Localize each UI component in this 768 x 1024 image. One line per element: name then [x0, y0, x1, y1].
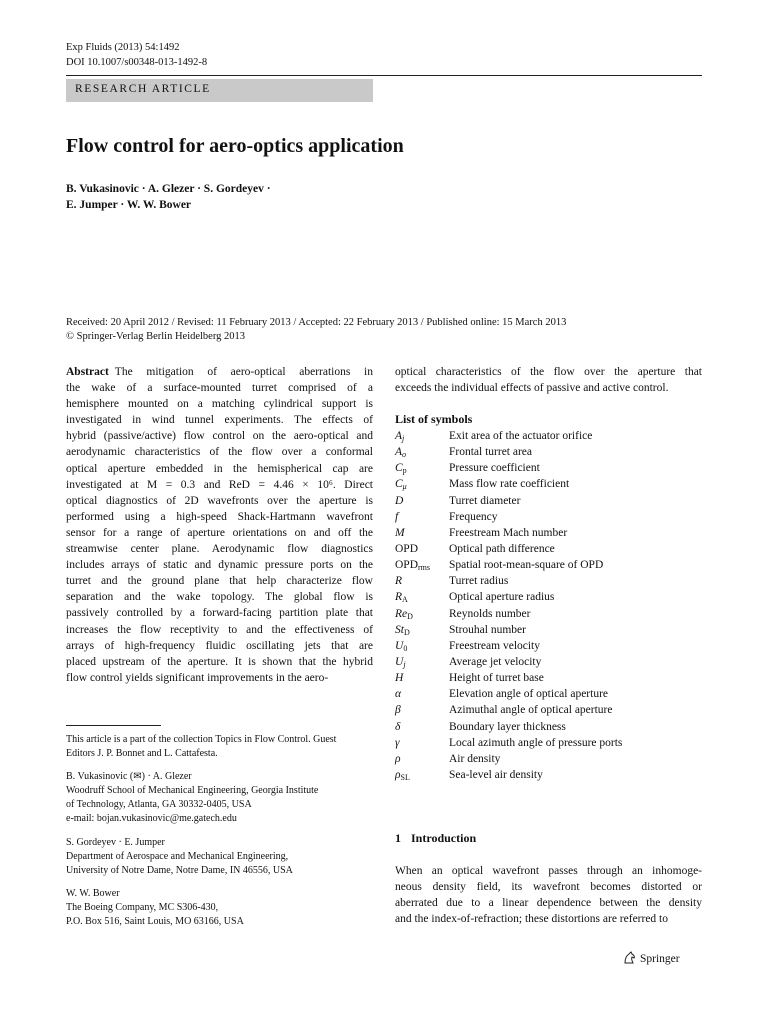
symbol-description: Freestream Mach number	[449, 526, 568, 539]
symbol	[395, 460, 407, 476]
symbol	[395, 525, 405, 541]
symbol-row	[395, 444, 702, 460]
abstract-line	[66, 605, 373, 621]
abstract-line-text: investigated at M = 0.3 and ReD = 4.46 × 10⁶. Direct	[66, 478, 373, 491]
symbol-description: Turret radius	[449, 575, 509, 588]
affiliation-line: of Technology, Atlanta, GA 30332-0405, USA	[66, 799, 252, 810]
symbol-row	[395, 606, 702, 622]
introduction-line: neous density field, its wavefront becomes distorted or	[395, 881, 702, 894]
affiliation-line: The Boeing Company, MC S306-430,	[66, 902, 219, 913]
symbol-description: Sea-level air density	[449, 768, 543, 781]
symbol-subscript: j	[402, 434, 405, 443]
symbol-main: D	[395, 494, 404, 507]
symbol	[395, 444, 406, 460]
symbol	[395, 670, 403, 686]
abstract-line	[66, 412, 373, 428]
section-heading-introduction	[395, 830, 476, 846]
abstract-line	[66, 444, 373, 460]
symbol-description: Freestream velocity	[449, 639, 541, 652]
abstract-line-text: hemisphere mounted on a matching cylindrical support is	[66, 398, 373, 411]
symbol	[395, 622, 410, 638]
symbol-description: Azimuthal angle of optical aperture	[449, 704, 613, 717]
authors-line-1: B. Vukasinovic · A. Glezer · S. Gordeyev ·	[66, 183, 271, 195]
abstract-line	[66, 589, 373, 605]
footnote-line: This article is a part of the collection Topics in Flow Control. Guest	[66, 734, 337, 745]
symbol	[395, 719, 400, 735]
symbol-main: ρ	[395, 752, 401, 765]
symbol-main: M	[395, 526, 405, 539]
affiliation-line: W. W. Bower	[66, 888, 120, 899]
abstract-line	[66, 428, 373, 444]
symbol	[395, 751, 401, 767]
symbol-main: ρ	[395, 768, 401, 781]
symbol-row	[395, 735, 702, 751]
symbol-subscript: SL	[400, 772, 410, 782]
abstract-line	[66, 364, 373, 380]
abstract-line-text: streamwise center plane. Aerodynamic flow diagnostics	[66, 543, 373, 556]
symbol-main: U	[395, 639, 404, 652]
symbol-row	[395, 670, 702, 686]
symbol	[395, 493, 403, 509]
affiliation-2	[66, 836, 373, 878]
symbol-main: α	[395, 688, 402, 701]
authors-line-2: E. Jumper · W. W. Bower	[66, 199, 192, 211]
abstract-line-text: flow control yields significant improvements in the aero-	[66, 671, 329, 684]
abstract-line	[66, 396, 373, 412]
abstract-line-text: turret and the ground plane that help characterize flow	[66, 575, 373, 588]
symbol	[395, 606, 413, 622]
header-rule	[66, 75, 702, 76]
symbol-row	[395, 719, 702, 735]
abstract-line-text: hybrid (passive/active) flow control on the aero-optical and	[66, 430, 373, 443]
abstract-line-text: performed using a high-speed Shack-Hartmann wavefront	[66, 510, 373, 523]
symbol	[395, 638, 407, 654]
affiliation-line: e-mail: bojan.vukasinovic@me.gatech.edu	[66, 813, 237, 824]
symbol-subscript: 0	[403, 643, 408, 653]
symbol-subscript: D	[407, 611, 413, 621]
symbol-row	[395, 428, 702, 444]
abstract-line-text: placed upstream of the aperture. It is shown that the hybrid	[66, 655, 373, 668]
journal-info	[66, 40, 207, 70]
symbol-subscript: rms	[418, 563, 431, 573]
symbol-subscript: μ	[402, 482, 407, 492]
symbol-subscript: D	[403, 627, 410, 637]
symbol-row	[395, 622, 702, 638]
abstract-line-text: separation and the wake topology. The global flow is	[66, 591, 373, 604]
article-type: RESEARCH ARTICLE	[75, 83, 211, 95]
symbol	[395, 589, 408, 605]
symbol-description: Strouhal number	[449, 623, 526, 636]
abstract-line-text: sensor for a range of aperture orientations on and off the	[66, 526, 373, 539]
symbol-description: Average jet velocity	[449, 655, 542, 668]
symbol-main: C	[395, 478, 403, 491]
symbol-description: Frontal turret area	[449, 446, 533, 459]
introduction-line: aberrated due to a linear dependence between the density	[395, 897, 702, 910]
abstract-line-text: investigated in wind tunnel experiments. The effects of	[66, 414, 373, 427]
affiliation-line: S. Gordeyev · E. Jumper	[66, 837, 165, 848]
symbol-description: Optical path difference	[449, 542, 555, 555]
affiliation-1	[66, 770, 373, 826]
affiliation-line: B. Vukasinovic (✉) · A. Glezer	[66, 771, 192, 782]
symbol	[395, 735, 400, 751]
abstract-line-text: includes arrays of static and dynamic pressure ports on the	[66, 559, 373, 572]
symbol-row	[395, 476, 702, 492]
symbol-main: OPD	[395, 559, 419, 572]
affiliation-3	[66, 887, 373, 929]
abstract-line	[66, 509, 373, 525]
symbols-list	[395, 428, 702, 783]
copyright: © Springer-Verlag Berlin Heidelberg 2013	[66, 331, 246, 342]
symbol-description: Exit area of the actuator orifice	[449, 430, 593, 442]
symbol-row	[395, 493, 702, 509]
abstract-line	[66, 573, 373, 589]
abstract-label: Abstract	[66, 366, 109, 378]
abstract-line	[66, 638, 373, 654]
symbol-row	[395, 541, 702, 557]
abstract-line	[66, 477, 373, 493]
introduction-line: and the index-of-refraction; these distortions are referred to	[395, 913, 669, 926]
abstract-line	[66, 557, 373, 573]
symbol-description: Optical aperture radius	[449, 591, 555, 604]
symbol-main: δ	[395, 720, 401, 733]
symbol-description: Air density	[449, 752, 501, 765]
publication-dates	[66, 316, 706, 344]
symbol	[395, 686, 401, 702]
introduction-text	[395, 863, 702, 927]
symbol-row	[395, 509, 702, 525]
symbol-row	[395, 638, 702, 654]
symbol-description: Turret diameter	[449, 494, 521, 507]
symbol-row	[395, 751, 702, 767]
symbol-main: A	[395, 430, 403, 442]
symbol-main: OPD	[395, 542, 419, 555]
abstract-line	[66, 622, 373, 638]
symbol-main: St	[395, 623, 404, 636]
abstract-line-text: passively controlled by a forward-facing partition plate that	[66, 607, 373, 620]
springer-horse-icon	[623, 951, 636, 964]
abstract-line-text: the wake of a surface-mounted turret comprised of a	[66, 382, 373, 395]
affiliation-line: Woodruff School of Mechanical Engineering, Georgia Institute	[66, 785, 319, 796]
abstract-line-text: optical diagnostics of 2D wavefronts over the aperture is	[66, 494, 373, 507]
symbol-main: γ	[395, 736, 400, 749]
abstract-line	[66, 380, 373, 396]
publisher-name: Springer	[640, 953, 680, 965]
abstract-line	[66, 525, 373, 541]
abstract-continuation	[395, 364, 702, 396]
symbol-row	[395, 460, 702, 476]
symbol-row	[395, 654, 702, 670]
symbol-row	[395, 589, 702, 605]
authors	[66, 181, 466, 213]
doi[interactable]: DOI 10.1007/s00348-013-1492-8	[66, 57, 208, 68]
symbol-description: Height of turret base	[449, 672, 544, 685]
symbol-description: Spatial root-mean-square of OPD	[449, 559, 604, 572]
footnote-line: Editors J. P. Bonnet and L. Cattafesta.	[66, 748, 218, 759]
symbol	[395, 541, 418, 557]
abstract-line-text: The mitigation of aero-optical aberrations in	[114, 366, 373, 378]
symbol-row	[395, 557, 702, 573]
affiliation-line: University of Notre Dame, Notre Dame, IN 46556, USA	[66, 865, 293, 876]
symbol-subscript: o	[402, 450, 407, 460]
symbol-row	[395, 702, 702, 718]
abstract	[66, 364, 373, 686]
symbol	[395, 476, 407, 492]
introduction-line: When an optical wavefront passes through an inhomoge-	[395, 865, 702, 877]
symbol	[395, 767, 410, 783]
symbol-main: H	[395, 672, 404, 685]
symbol	[395, 573, 402, 589]
abstract-continuation-line: exceeds the individual effects of passive and active control.	[395, 382, 669, 395]
symbol-row	[395, 767, 702, 783]
symbol-main: C	[395, 462, 403, 475]
symbol-row	[395, 573, 702, 589]
abstract-line	[66, 670, 373, 686]
symbol	[395, 509, 398, 525]
symbol-description: Reynolds number	[449, 607, 531, 620]
abstract-continuation-line: optical characteristics of the flow over the aperture that	[395, 366, 702, 378]
collection-note	[66, 733, 373, 761]
section-number: 1	[395, 831, 401, 845]
footnote-rule	[66, 725, 161, 726]
abstract-line-text: optical aperture embedded in the hemispherical cap are	[66, 462, 373, 475]
abstract-line	[66, 493, 373, 509]
symbol-subscript: p	[402, 466, 407, 476]
symbol-main: A	[395, 446, 403, 459]
affiliation-line: Department of Aerospace and Mechanical Engineering,	[66, 851, 289, 862]
symbol	[395, 557, 430, 573]
article-title: Flow control for aero-optics application	[66, 135, 404, 157]
article-type-band	[66, 79, 373, 102]
symbol-main: U	[395, 655, 404, 668]
symbol-row	[395, 686, 702, 702]
symbol-main: R	[395, 575, 403, 588]
symbol	[395, 428, 404, 444]
abstract-line	[66, 541, 373, 557]
abstract-line-text: aerodynamic characteristics of the flow over a conformal	[66, 446, 373, 459]
date-history: Received: 20 April 2012 / Revised: 11 February 2013 / Accepted: 22 February 2013 / Published online: 15 March 2013	[66, 317, 567, 328]
symbol-row	[395, 525, 702, 541]
symbol-subscript: j	[403, 659, 406, 669]
symbol-description: Frequency	[449, 510, 498, 523]
symbols-heading: List of symbols	[395, 412, 473, 426]
abstract-line-text: arrays of high-frequency fluidic oscillating jets that are	[66, 639, 373, 652]
symbol-description: Boundary layer thickness	[449, 720, 566, 733]
section-title: Introduction	[411, 831, 477, 845]
symbol-main: β	[395, 704, 401, 717]
journal-citation: Exp Fluids (2013) 54:1492	[66, 42, 180, 53]
symbol	[395, 654, 406, 670]
symbol-description: Mass flow rate coefficient	[449, 478, 570, 491]
publisher-mark	[623, 951, 680, 967]
abstract-line-text: increases the flow receptivity to and the effectiveness of	[66, 623, 373, 636]
abstract-line	[66, 654, 373, 670]
symbol-description: Elevation angle of optical aperture	[449, 688, 609, 701]
symbol	[395, 702, 401, 718]
abstract-line	[66, 461, 373, 477]
symbol-description: Local azimuth angle of pressure ports	[449, 736, 623, 749]
symbol-main: R	[395, 591, 403, 604]
symbol-main: Re	[395, 607, 408, 620]
symbol-description: Pressure coefficient	[449, 462, 540, 475]
symbol-subscript: A	[402, 595, 408, 605]
symbol-main: f	[395, 510, 399, 523]
affiliation-line: P.O. Box 516, Saint Louis, MO 63166, USA	[66, 916, 244, 927]
